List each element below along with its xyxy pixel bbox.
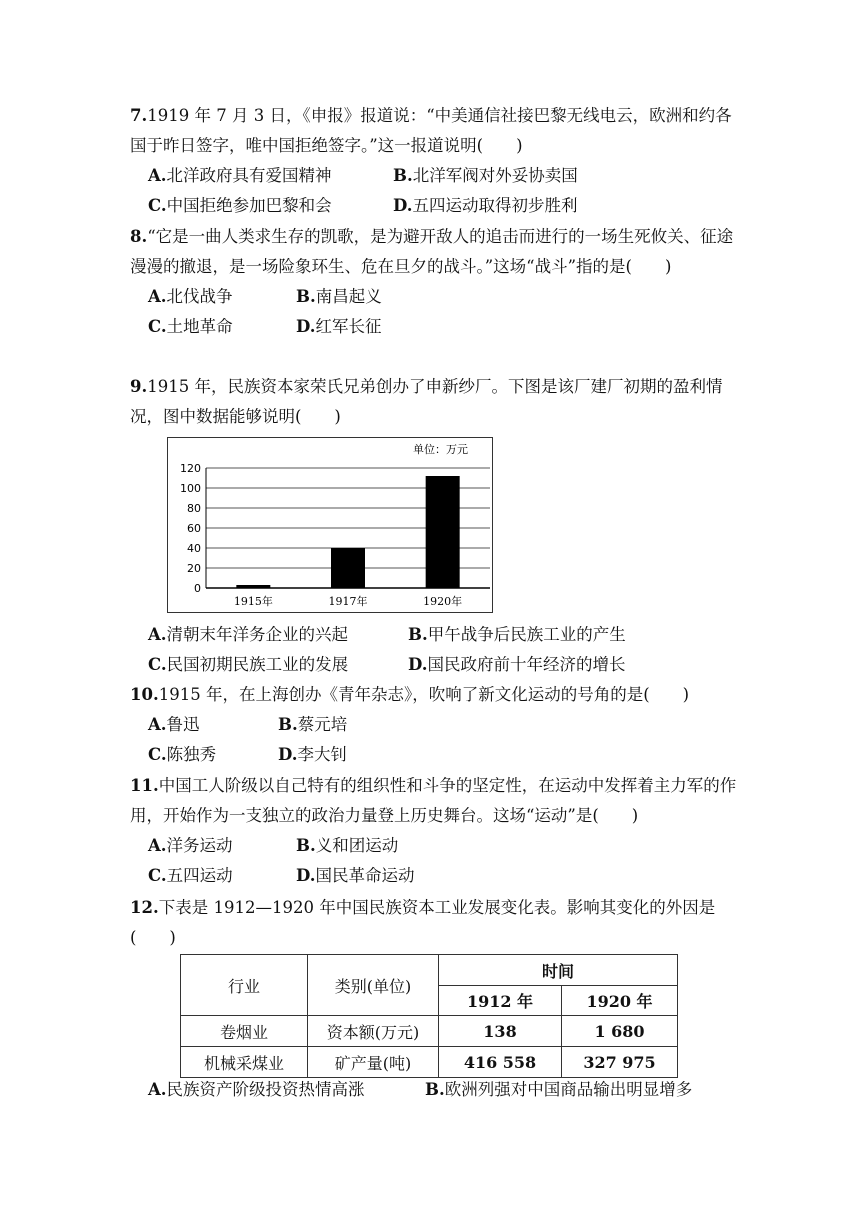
question-stem [130,372,740,432]
question-7 [130,101,740,221]
option-b[interactable] [408,620,626,650]
cell-industry: 机械采煤业 [181,1047,308,1078]
question-number: 12. [130,898,159,917]
option-letter: A. [148,836,167,855]
option-d[interactable] [296,312,381,342]
y-tick-label: 100 [180,482,201,495]
option-d[interactable] [278,740,347,770]
chart-bars [236,476,459,588]
y-tick-label: 80 [187,502,201,515]
question-text: 1915 年，民族资本家荣氏兄弟创办了申新纱厂。下图是该厂建厂初期的盈利情况，图中数据能够说明( ) [130,377,723,426]
option-text: 甲午战争后民族工业的产生 [427,625,626,644]
chart-unit-label: 单位：万元 [413,443,468,456]
question-9-options [130,620,740,680]
option-letter: D. [278,745,298,764]
y-tick-label: 60 [187,522,201,535]
option-text: 国民政府前十年经济的增长 [427,655,626,674]
y-tick-label: 40 [187,542,201,555]
option-letter: C. [148,655,167,674]
option-letter: D. [296,317,316,336]
industry-table [180,954,678,1078]
option-a[interactable] [148,161,393,191]
option-text: 洋务运动 [166,836,233,855]
option-a[interactable] [148,831,296,861]
option-d[interactable] [296,861,414,891]
option-letter: A. [148,287,167,306]
option-letter: B. [296,836,316,855]
question-text: 1915 年，在上海创办《青年杂志》，吹响了新文化运动的号角的是( ) [158,685,690,704]
option-b[interactable] [278,710,347,740]
option-text: 北洋政府具有爱国精神 [166,166,332,185]
option-letter: B. [278,715,298,734]
option-c[interactable] [148,740,278,770]
options-row [130,312,740,342]
option-text: 鲁迅 [166,715,200,734]
question-stem [130,893,740,953]
y-tick-label: 0 [194,582,201,595]
option-text: 民族资产阶级投资热情高涨 [166,1080,365,1099]
options-row [130,710,740,740]
option-letter: C. [148,196,167,215]
option-a[interactable] [148,620,408,650]
question-number: 10. [130,685,159,704]
question-number: 11. [130,776,159,795]
option-b[interactable] [393,161,578,191]
cell-1912: 416 558 [439,1047,562,1078]
option-text: 李大钊 [297,745,347,764]
option-letter: D. [408,655,428,674]
option-letter: B. [408,625,428,644]
chart-svg [168,438,492,612]
option-c[interactable] [148,312,296,342]
option-text: 民国初期民族工业的发展 [166,655,349,674]
cell-1912: 138 [439,1016,562,1047]
option-text: 北洋军阀对外妥协卖国 [412,166,578,185]
option-letter: D. [393,196,413,215]
option-d[interactable] [408,650,625,680]
options-row [130,831,740,861]
options-row [130,650,740,680]
option-text: 中国拒绝参加巴黎和会 [166,196,332,215]
table-row [181,1016,678,1047]
option-a[interactable] [148,282,296,312]
table-header-row [181,955,678,986]
option-c[interactable] [148,650,408,680]
question-number: 8. [130,227,148,246]
options-row [130,191,740,221]
table-row [181,1047,678,1078]
header-1912: 1912 年 [439,986,562,1016]
options-row [130,1075,740,1105]
question-text: “它是一曲人类求生存的凯歌，是为避开敌人的追击而进行的一场生死攸关、征途漫漫的撤退，是一场险象环生、危在旦夕的战斗。”这场“战斗”指的是( ) [130,227,734,276]
header-1920: 1920 年 [562,986,678,1016]
profit-bar-chart [167,437,493,613]
question-stem [130,680,740,710]
option-text: 五四运动 [166,866,233,885]
option-letter: B. [425,1080,445,1099]
option-d[interactable] [393,191,577,221]
header-time: 时间 [439,955,678,986]
option-b[interactable] [425,1075,692,1105]
option-b[interactable] [296,282,382,312]
option-b[interactable] [296,831,398,861]
question-9 [130,372,740,432]
option-text: 国民革命运动 [315,866,415,885]
option-text: 欧洲列强对中国商品输出明显增多 [444,1080,693,1099]
question-10 [130,680,740,770]
option-letter: A. [148,715,167,734]
question-text: 中国工人阶级以自己特有的组织性和斗争的坚定性，在运动中发挥着主力军的作用，开始作为一支独立的政治力量登上历史舞台。这场“运动”是( ) [130,776,737,825]
cell-1920: 1 680 [562,1016,678,1047]
question-11 [130,771,740,891]
question-12-options [130,1075,740,1105]
option-text: 南昌起义 [315,287,382,306]
option-a[interactable] [148,1075,425,1105]
option-text: 蔡元培 [297,715,348,734]
options-row [130,161,740,191]
option-text: 清朝末年洋务企业的兴起 [166,625,349,644]
option-letter: C. [148,317,167,336]
option-text: 陈独秀 [166,745,217,764]
question-number: 9. [130,377,148,396]
question-stem [130,101,740,161]
question-number: 7. [130,106,148,125]
option-letter: A. [148,1080,167,1099]
option-letter: B. [393,166,413,185]
header-industry: 行业 [181,955,308,1016]
option-c[interactable] [148,861,296,891]
cell-industry: 卷烟业 [181,1016,308,1047]
option-text: 土地革命 [166,317,233,336]
y-tick-label: 20 [187,562,201,575]
option-a[interactable] [148,710,278,740]
option-text: 红军长征 [315,317,382,336]
option-letter: B. [296,287,316,306]
option-text: 义和团运动 [315,836,399,855]
question-stem [130,771,740,831]
y-tick-label: 120 [180,462,201,475]
x-tick-label: 1915年 [233,595,273,608]
option-letter: D. [296,866,316,885]
cell-category: 资本额(万元) [308,1016,439,1047]
option-letter: A. [148,166,167,185]
question-text: 1919 年 7 月 3 日，《申报》报道说：“中美通信社接巴黎无线电云，欧洲和约各国于昨日签字，唯中国拒绝签字。”这一报道说明( ) [130,106,732,155]
options-row [130,740,740,770]
option-letter: A. [148,625,167,644]
bar [426,476,460,588]
bar [331,548,365,588]
x-tick-label: 1920年 [423,595,463,608]
options-row [130,861,740,891]
option-letter: C. [148,745,167,764]
option-letter: C. [148,866,167,885]
option-text: 五四运动取得初步胜利 [412,196,578,215]
x-tick-label: 1917年 [328,595,368,608]
header-category: 类别(单位) [308,955,439,1016]
options-row [130,620,740,650]
question-12 [130,893,740,953]
question-text: 下表是 1912—1920 年中国民族资本工业发展变化表。影响其变化的外因是( ) [130,898,716,947]
option-c[interactable] [148,191,393,221]
cell-1920: 327 975 [562,1047,678,1078]
question-8 [130,222,740,342]
question-stem [130,222,740,282]
cell-category: 矿产量(吨) [308,1047,439,1078]
option-text: 北伐战争 [166,287,233,306]
options-row [130,282,740,312]
